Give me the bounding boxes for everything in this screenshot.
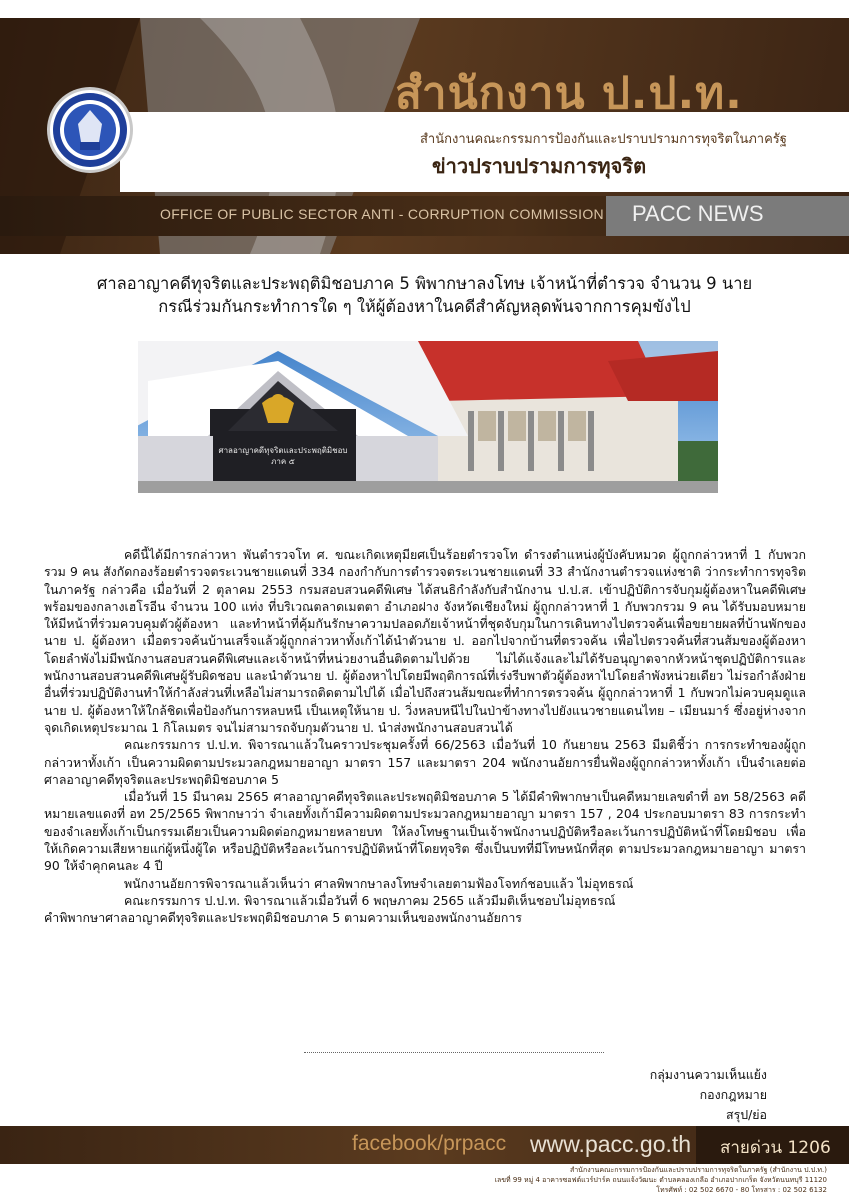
- signature-line-3: สรุป/ย่อ: [726, 1107, 767, 1122]
- header: [0, 0, 849, 258]
- signature-line-1: กลุ่มงานความเห็นแย้ง: [649, 1067, 767, 1082]
- office-english: OFFICE OF PUBLIC SECTOR ANTI - CORRUPTION COMMISSION: [160, 206, 604, 222]
- hotline: สายด่วน 1206: [720, 1138, 831, 1158]
- paragraph-5: คณะกรรมการ ป.ป.ท. พิจารณาแล้วเมื่อวันที่ 6 พฤษภาคม 2565 แล้วมีมติเห็นชอบไม่อุทธรณ์: [124, 892, 616, 908]
- paragraph-4: พนักงานอัยการพิจารณาแล้วเห็นว่า ศาลพิพากษาลงโทษจำเลยตามฟ้องโจทก์ชอบแล้ว ไม่อุทธรณ์: [124, 875, 634, 891]
- pacc-logo: [50, 90, 130, 170]
- news-label: PACC NEWS: [632, 201, 764, 226]
- headline-line-1: ศาลอาญาคดีทุจริตและประพฤติมิชอบภาค 5 พิพากษาลงโทษ เจ้าหน้าที่ตำรวจ จำนวน 9 นาย: [96, 274, 753, 293]
- court-photo: [138, 341, 718, 493]
- header-subtitle: สำนักงานคณะกรรมการป้องกันและปราบปรามการทุจริตในภาครัฐ: [420, 132, 787, 147]
- paragraph-2: คณะกรรมการ ป.ป.ท. พิจารณาแล้วในคราวประชุมครั้งที่ 66/2563 เมื่อวันที่ 10 กันยายน 2563 มีมติชี้ว่า การกระทำของผู้ถูกกล่าวหาทั้งเก้า เป็นความผิดตามประมวลกฎหมายอาญา มาตรา 157 และมาตรา 204 พนักงานอัยการยื่นฟ้องผู้ถูกกล่าวหาทั้งเก้า เป็นจำเลยต่อศาลอาญาคดีทุจริตและประพฤติมิชอบภาค 5: [44, 737, 806, 787]
- header-title: สำนักงาน ป.ป.ท.: [395, 68, 743, 119]
- facebook-link[interactable]: facebook/prpacc: [352, 1132, 507, 1155]
- article-body: [44, 546, 806, 927]
- address-line-2: เลขที่ 99 หมู่ 4 อาคารซอฟต์แวร์ปาร์ค ถนนแจ้งวัฒนะ ตำบลคลองเกลือ อำเภอปากเกร็ด จังหวัดนนทบุรี 11120: [494, 1176, 827, 1184]
- headline-line-2: กรณีร่วมกันกระทำการใด ๆ ให้ผู้ต้องหาในคดีสำคัญหลุดพ้นจากการคุมขังไป: [158, 297, 691, 316]
- court-sign-line-2: ภาค ๕: [271, 457, 295, 466]
- signature-block: [650, 1065, 767, 1125]
- paragraph-3: เมื่อวันที่ 15 มีนาคม 2565 ศาลอาญาคดีทุจริตและประพฤติมิชอบภาค 5 ได้มีคำพิพากษาเป็นคดีหมายเลขดำที่ อท 58/2563 คดีหมายเลขแดงที่ อท 25/2565 พิพากษาว่า จำเลยทั้งเก้ามีความผิดตามประมวลกฎหมายอาญา มาตรา 157 , 204 ประกอบมาตรา 83 การกระทำของจำเลยทั้งเก้าเป็นกรรมเดียวเป็นความผิดต่อกฎหมายหลายบท ให้ลงโทษฐานเป็นเจ้าพนักงานปฏิบัติหรือละเว้นการปฏิบัติหน้าที่โดยมิชอบ เพื่อให้เกิดความเสียหายแก่ผู้หนึ่งผู้ใด หรือปฏิบัติหรือละเว้นการปฏิบัติหน้าที่โดยทุจริต ซึ่งเป็นบทที่มีโทษหนักที่สุด ตามประมวลกฎหมายอาญา มาตรา 90 ให้จำคุกคนละ 4 ปี: [44, 789, 806, 874]
- court-sign: [216, 445, 350, 467]
- paragraph-1: คดีนี้ได้มีการกล่าวหา พันตำรวจโท ศ. ขณะเกิดเหตุมียศเป็นร้อยตำรวจโท ดำรงตำแหน่งผู้บังคับหมวด ผู้ถูกกล่าวหาที่ 1 กับพวกรวม 9 คน สังกัดกองร้อยตำรวจตระเวนชายแดนที่ 334 กองกำกับการตำรวจตระเวนชายแดนที่ 33 สำนักงานตำรวจแห่งชาติ ว่ากระทำการทุจริตในภาครัฐ กล่าวคือ เมื่อวันที่ 2 ตุลาคม 2553 กรมสอบสวนคดีพิเศษ ได้สนธิกำลังกับสำนักงาน ป.ป.ส. เข้าปฏิบัติการจับกุมผู้ต้องหาในคดีพิเศษพร้อมของกลางเฮโรอีน จำนวน 100 แท่ง ที่บริเวณตลาดเมตตา อำเภอฝาง จังหวัดเชียงใหม่ ผู้ถูกกล่าวหาที่ 1 กับพวกรวม 9 คน ได้รับมอบหมายให้มีหน้าที่ร่วมควบคุมตัวผู้ต้องหา และทำหน้าที่คุ้มกันรักษาความปลอดภัยเจ้าหน้าที่ชุดจับกุมในการเดินทางไปตรวจค้นเพื่อขยายผลที่บ้านพักของนาย ป. ผู้ต้องหา เมื่อตรวจค้นบ้านเสร็จแล้วผู้ถูกกล่าวหาทั้งเก้าได้นำตัวนาย ป. ออกไปจากบ้านที่ตรวจค้น เพื่อไปตรวจค้นที่สวนส้มของผู้ต้องหาโดยลำพังไม่มีพนักงานสอบสวนคดีพิเศษและเจ้าหน้าที่หน่วยงานอื่นติดตามไปด้วย ไม่ได้แจ้งและไม่ได้รับอนุญาตจากหัวหน้าชุดปฏิบัติการและพนักงานสอบสวนคดีพิเศษผู้รับผิดชอบ และนำตัวนาย ป. ผู้ต้องหาไปโดยมีพฤติการณ์ที่เร่งรีบพาตัวผู้ต้องหาไปโดยลำพังหน่วยเดียว ไม่รอกำลังฝ่ายอื่นที่ร่วมปฏิบัติงานทำให้กำลังส่วนที่เหลือไม่สามารถติดตามไปได้ เมื่อไปถึงสวนส้มขณะที่ทำการตรวจค้น ผู้ถูกกล่าวหาที่ 1 กับพวกไม่ควบคุมดูแลนาย ป. ผู้ต้องหาให้ใกล้ชิดเพื่อป้องกันการหลบหนี เป็นเหตุให้นาย ป. วิ่งหลบหนีไปในป่าข้างทางไปยังแนวชายแดนไทย – เมียนมาร์ ซึ่งอยู่ห่างจากจุดเกิดเหตุประมาณ 1 กิโลเมตร จนไม่สามารถจับกุมตัวนาย ป. นำส่งพนักงานสอบสวนได้: [44, 547, 806, 735]
- signature-line-2: กองกฎหมาย: [699, 1087, 767, 1102]
- address-line-1: สำนักงานคณะกรรมการป้องกันและปราบปรามการทุจริตในภาครัฐ (สำนักงาน ป.ป.ท.): [569, 1166, 827, 1174]
- closing-line: คำพิพากษาศาลอาญาคดีทุจริตและประพฤติมิชอบภาค 5 ตามความเห็นของพนักงานอัยการ: [44, 910, 522, 926]
- address-line-3: โทรศัพท์ : 02 502 6670 - 80 โทรสาร : 02 502 6132: [656, 1186, 827, 1194]
- headline: [40, 272, 809, 318]
- court-sign-line-1: ศาลอาญาคดีทุจริตและประพฤติมิชอบ: [218, 446, 348, 455]
- website-link[interactable]: www.pacc.go.th: [530, 1131, 692, 1157]
- dotted-divider: [304, 1052, 604, 1053]
- footer-address: [495, 1165, 827, 1195]
- header-section: ข่าวปราบปรามการทุจริต: [432, 154, 647, 178]
